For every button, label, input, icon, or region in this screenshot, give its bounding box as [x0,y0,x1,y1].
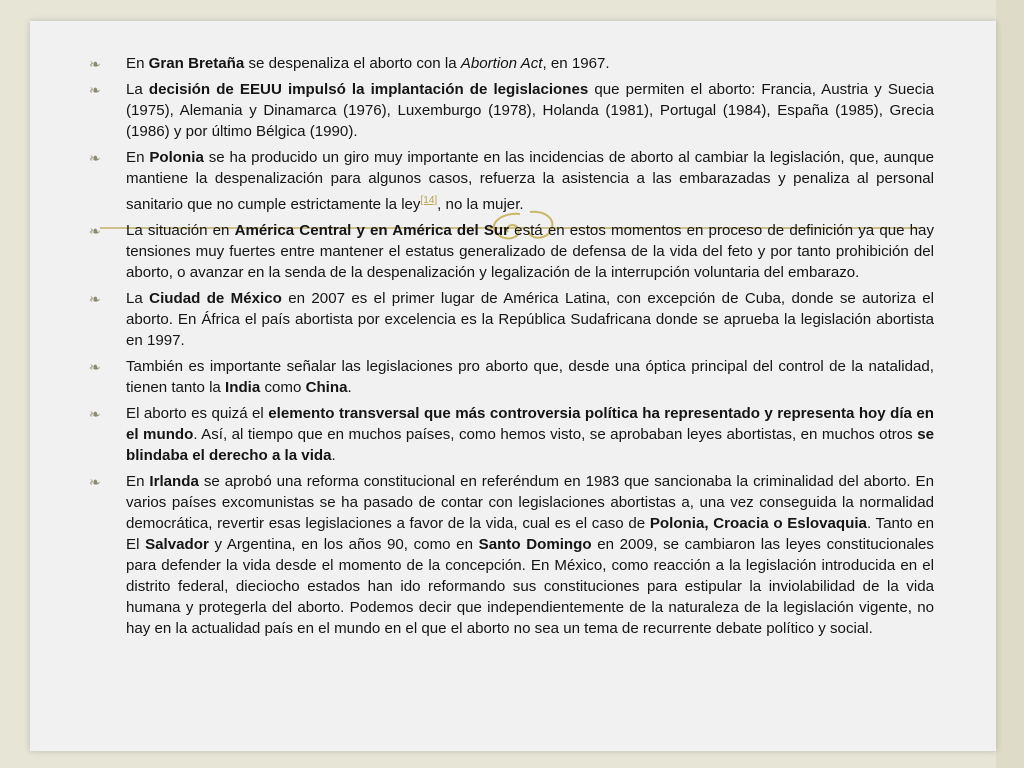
bullet-item [87,356,934,398]
text-run: que permiten el aborto: Francia, Austria y Suecia (1975), Alemania y Dinamarca (1976), Luxemburgo (1978), Holanda (1981), Portugal (1984), España (1985), Grecia (1986) y por último Bélgica (1990). [126,81,935,140]
text-run: en 2007 es el primer lugar de América Latina, con excepción de Cuba, donde se autoriza el aborto. En África el país abortista por excelencia es la República Sudafricana donde se aprueba la legislación abortista en 1997. [126,290,934,350]
text-run: La [126,81,149,98]
footnote-link[interactable]: [14] [420,195,438,206]
text-run: El aborto es quizá el [126,405,269,423]
bold-text: China [305,379,348,397]
bold-text: Polonia [149,149,204,166]
bullet-item [87,288,934,351]
bold-text: Irlanda [149,473,199,491]
text-run: se aprobó una reforma constitucional en referéndum en 1983 que sancionaba la criminalidad del aborto. En varios países excomunistas se ha pasado de contar con legislaciones abortistas a, una vez conseguida la normalidad democrática, revertir esas legislaciones a favor de la vida, cual es el caso de [126,473,934,533]
text-run: . [347,379,352,397]
slide-content [87,53,934,644]
italic-text: Abortion Act [460,55,543,72]
text-run: se despenaliza el aborto con la [244,55,461,72]
bold-text: India [225,379,261,397]
bold-text: se blindaba el derecho a la vida [126,426,934,465]
slide [30,21,996,751]
bold-text: decisión de EEUU impulsó la implantación de legislaciones [148,81,589,98]
bold-text: Salvador [145,536,209,554]
bullet-item [87,471,934,639]
text-run: , no la mujer. [437,196,524,214]
bold-text: Polonia, Croacia o Eslovaquia [649,515,867,533]
bullet-icon: ❧ [89,359,101,376]
text-run: se ha producido un giro muy importante en las incidencias de aborto al cambiar la legislación, que, aunque mantiene la despenalización para algunos casos, refuerza la asistencia a las embarazadas y penaliza al personal sanitario que no cumple estrictamente la ley [126,149,935,214]
side-strip [996,0,1024,768]
text-run: . Tanto en El [126,515,934,554]
text-run: En [126,149,150,166]
bullet-icon: ❧ [89,223,101,240]
text-run: También es importante señalar las legislaciones pro aborto que, desde una óptica principal del control de la natalidad, tienen tanto la [126,358,934,397]
bold-text: Santo Domingo [478,536,592,554]
text-run: en 2009, se cambiaron las leyes constitucionales para defender la vida desde el momento de la concepción. En México, como reacción a la legislación introducida en el distrito federal, dieciocho estados han ido reformando sus constituciones para estipular la inviolabilidad de la vida humana y protegerla del aborto. Podemos decir que independientemente de la naturaleza de la legislación vigente, no hay en la actualidad país en el mundo en el que el aborto no sea un tema de recurrente debate político y social. [126,536,934,638]
bullet-list [87,53,934,639]
footnote-ref [420,192,437,206]
text-run: está en estos momentos en proceso de definición ya que hay tensiones muy fuertes entre mantener el estatus generalizado de defensa de la vida del feto y por tanto prohibición del aborto, o avanzar en la senda de la despenalización y legalización de la interrupción voluntaria del embarazo. [126,222,934,282]
text-run: y Argentina, en los años 90, como en [208,536,479,554]
bullet-icon: ❧ [89,474,101,491]
text-run: En [126,55,149,72]
bullet-item [87,220,934,283]
bullet-icon: ❧ [89,291,101,308]
text-run: , en 1967. [542,55,610,72]
bullet-item [87,79,934,142]
bullet-item [87,403,934,466]
bold-text: América Central y en América del Sur [234,222,510,240]
bullet-icon: ❧ [89,82,101,98]
bullet-item [87,147,934,215]
text-run: como [260,379,306,397]
bullet-icon: ❧ [89,56,101,72]
text-run: La situación en [126,222,235,240]
text-run: La [126,290,150,308]
text-run: En [126,473,150,491]
bold-text: elemento transversal que más controversia política ha representado y representa hoy día en el mundo [126,405,934,444]
bold-text: Gran Bretaña [148,55,245,72]
bullet-icon: ❧ [89,406,101,423]
bold-text: Ciudad de México [149,290,282,308]
text-run: . Así, al tiempo que en muchos países, como hemos visto, se aprobaban leyes abortistas, en muchos otros [193,426,918,444]
bullet-icon: ❧ [89,150,101,166]
bullet-item [87,53,934,74]
text-run: . [331,447,336,465]
